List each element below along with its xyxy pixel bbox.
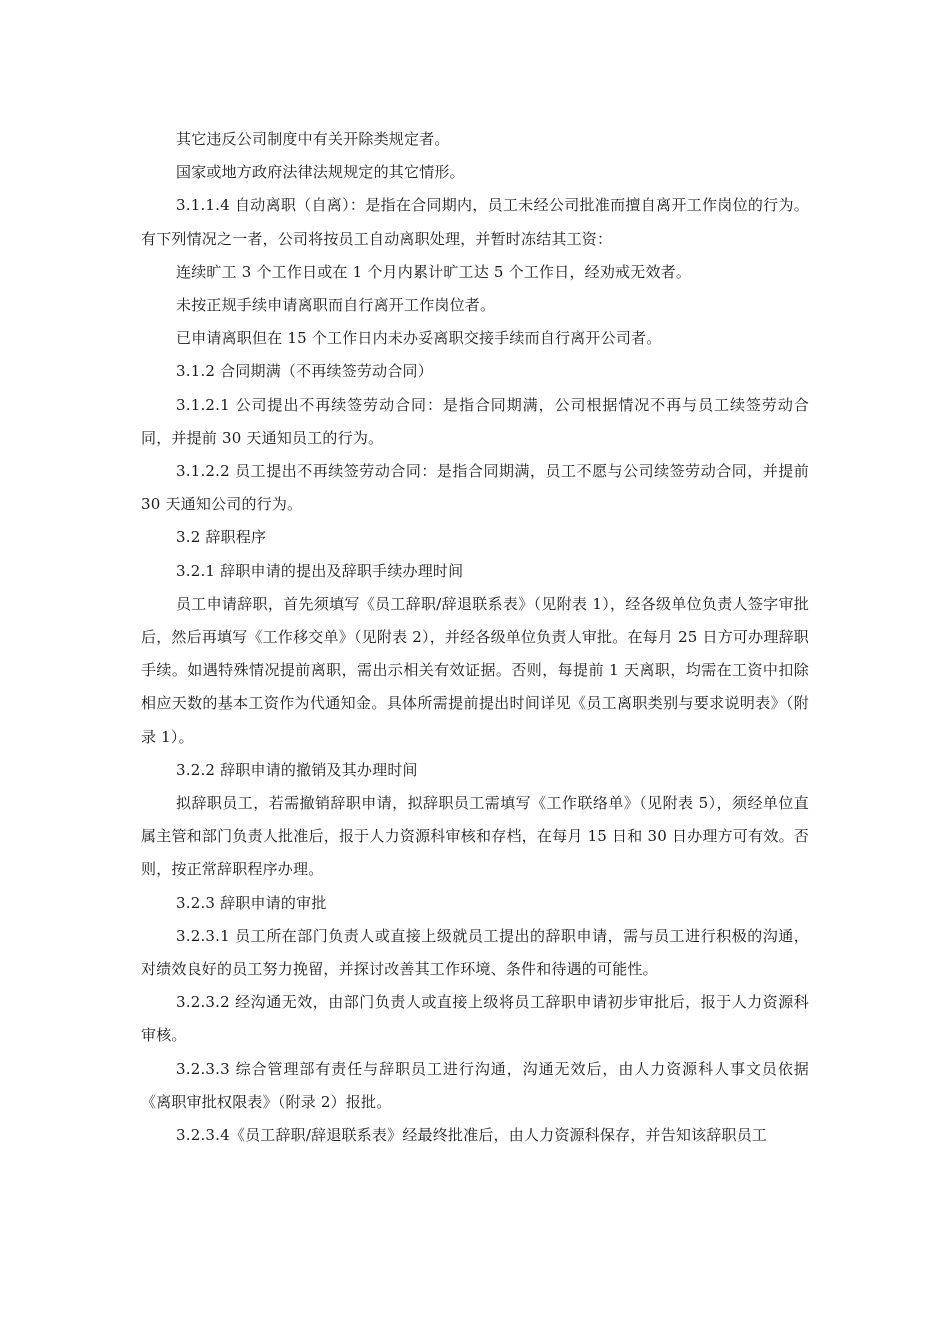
paragraph-3-2-3-2: 3.2.3.2 经沟通无效，由部门负责人或直接上级将员工辞职申请初步审批后，报于人力资源科审核。 xyxy=(141,993,809,1045)
document-body xyxy=(141,123,809,1152)
paragraph-resignation-withdrawal: 拟辞职员工，若需撤销辞职申请，拟辞职员工需填写《工作联络单》（见附表 5），须经单位直属主管和部门负责人批准后，报于人力资源科审核和存档，在每月 15 日和 30 日办理方可有效。否则，按正常辞职程序办理。 xyxy=(141,794,809,879)
paragraph-3-2-3-1: 3.2.3.1 员工所在部门负责人或直接上级就员工提出的辞职申请，需与员工进行积极的沟通，对绩效良好的员工努力挽留，并探讨改善其工作环境、条件和待遇的可能性。 xyxy=(141,926,809,979)
heading-3-2-2: 3.2.2 辞职申请的撤销及其办理时间 xyxy=(176,760,418,779)
paragraph-handover-incomplete: 已申请离职但在 15 个工作日内未办妥离职交接手续而自行离开公司者。 xyxy=(176,329,662,348)
heading-3-2-3: 3.2.3 辞职申请的审批 xyxy=(176,893,327,912)
heading-3-1-2: 3.1.2 合同期满（不再续签劳动合同） xyxy=(176,362,433,381)
heading-3-2-1: 3.2.1 辞职申请的提出及辞职手续办理时间 xyxy=(176,561,464,580)
paragraph-absence: 连续旷工 3 个工作日或在 1 个月内累计旷工达 5 个工作日，经劝戒无效者。 xyxy=(176,262,692,281)
paragraph-3-1-1-4: 3.1.1.4 自动离职（自离）：是指在合同期内，员工未经公司批准而擅自离开工作岗位的行为。有下列情况之一者，公司将按员工自动离职处理，并暂时冻结其工资： xyxy=(141,196,809,248)
paragraph-resignation-application: 员工申请辞职，首先须填写《员工辞职/辞退联系表》（见附表 1），经各级单位负责人签字审批后，然后再填写《工作移交单》（见附表 2），并经各级单位负责人审批。在每月 25 日方可办理辞职手续。如遇特殊情况提前离职，需出示相关有效证据。否则，每提前 1 天离职，均需在工资中扣除相应天数的基本工资作为代通知金。具体所需提前提出时间详见《员工离职类别与要求说明表》（附录 1）。 xyxy=(141,594,809,746)
paragraph-3-2-3-3: 3.2.3.3 综合管理部有责任与辞职员工进行沟通，沟通无效后，由人力资源科人事文员依据《离职审批权限表》（附录 2）报批。 xyxy=(141,1059,809,1111)
paragraph-unauthorized-leave: 未按正规手续申请离职而自行离开工作岗位者。 xyxy=(176,296,496,315)
paragraph-3-2-3-4: 3.2.3.4《员工辞职/辞退联系表》经最终批准后，由人力资源科保存，并告知该辞职员工 xyxy=(176,1126,768,1145)
heading-3-2: 3.2 辞职程序 xyxy=(176,528,267,547)
paragraph-expulsion-other: 其它违反公司制度中有关开除类规定者。 xyxy=(176,130,450,148)
paragraph-law-other: 国家或地方政府法律法规规定的其它情形。 xyxy=(176,163,465,182)
paragraph-3-1-2-1: 3.1.2.1 公司提出不再续签劳动合同：是指合同期满，公司根据情况不再与员工续签劳动合同，并提前 30 天通知员工的行为。 xyxy=(141,395,809,447)
paragraph-3-1-2-2: 3.1.2.2 员工提出不再续签劳动合同：是指合同期满，员工不愿与公司续签劳动合同，并提前 30 天通知公司的行为。 xyxy=(141,462,809,514)
